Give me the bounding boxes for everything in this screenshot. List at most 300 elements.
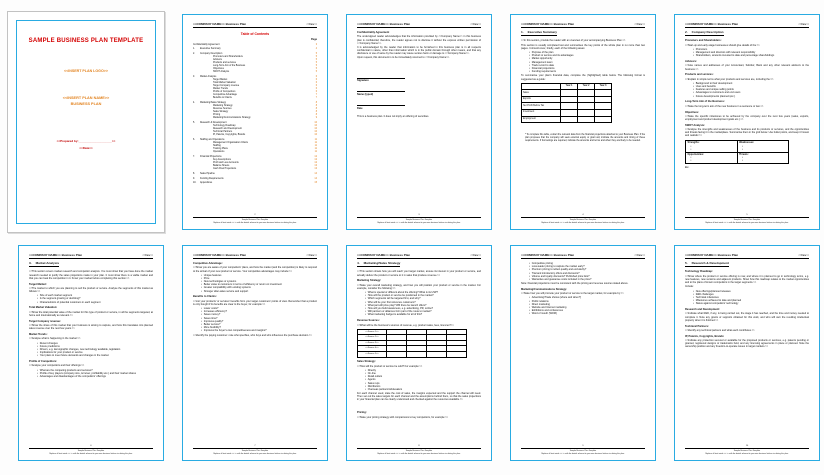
toc-page-column-label: Page (311, 38, 317, 42)
table-empty-cell[interactable] (578, 110, 595, 117)
table-empty-cell[interactable] (578, 116, 595, 123)
cover-subtitle: BUSINESS PLAN (70, 102, 102, 106)
page-thumbnail-10[interactable] (674, 245, 820, 461)
paragraph: <<This section covers market research and competitor analysis. You must show that you have done the market research needed to justify the sales projections made in your plan. It must show there is a viable market and that you can beat the competition in it. Know your market before completing this section.>> (29, 270, 153, 280)
doc-header-date: <<Date>> (634, 254, 645, 257)
toc-entry-page: 5 (315, 62, 317, 65)
paragraph: Etc. (685, 166, 690, 170)
table-row-label: Investment (522, 110, 561, 117)
toc-entry[interactable] (193, 71, 317, 74)
footer-rule (193, 217, 317, 218)
swot-cell-heading: Threats: (739, 153, 749, 157)
table-empty-cell[interactable] (387, 352, 407, 358)
subsection-heading: Pricing: (357, 411, 367, 415)
paragraph: <<The market to which you are planning to sell the product or service. Analyse the segments of this market as follows:>> (29, 286, 153, 294)
bullet-item: • Management team (529, 61, 645, 64)
toc-entry-label: Training Plans (213, 148, 228, 151)
footer-rule (357, 448, 481, 449)
bullet-list (201, 274, 317, 293)
toc-entry-label: Market Trends (213, 88, 228, 91)
toc-entry-label: Balance Sheets (213, 165, 230, 168)
table-empty-cell[interactable] (595, 103, 612, 110)
toc-entry-page: 12 (314, 162, 317, 164)
toc-entry[interactable] (193, 97, 317, 100)
toc-entry-page: 6 (315, 82, 317, 85)
toc-entry-page: 7 (315, 97, 317, 100)
table-row (522, 96, 612, 103)
toc-entry-label: Technology Roadmap (213, 125, 236, 128)
section-number: 4. (357, 261, 360, 265)
paragraph: <<This section shows how you will reach your target market, arouse its interest in your product or service, and actually deliver the product or service to it in sales that produce revenue.>> (357, 270, 481, 277)
footer-line-1: Sample Business Plan Template (405, 219, 433, 222)
footer-rule (29, 448, 153, 449)
financial-summary-table (521, 83, 612, 124)
section-title: Marketing/Sales Strategy (363, 261, 401, 265)
toc-entry-label: Products and services (213, 62, 236, 65)
page-thumbnail-6[interactable] (18, 245, 164, 461)
table-empty-cell[interactable] (561, 110, 578, 117)
subsection-heading: Confidentiality Agreement (357, 31, 390, 34)
bullet-list (529, 262, 645, 281)
table-empty-cell[interactable] (427, 352, 447, 358)
signature-label: Signature (357, 79, 369, 83)
toc-entry-label: Technical Partners (213, 131, 233, 134)
bullet-item: • What part will price play? Will there be launch offers? (365, 304, 481, 307)
bullet-list (529, 51, 645, 73)
doc-page-footer (685, 445, 809, 455)
doc-page-footer (193, 445, 317, 455)
section-number: 1. (521, 30, 524, 34)
doc-page-header (193, 253, 317, 259)
doc-header-date: <<Date>> (306, 23, 317, 26)
toc-entry-page: 11 (314, 151, 317, 154)
spacer (357, 61, 481, 69)
section-title: Company Description (691, 30, 724, 34)
swot-cell (737, 152, 788, 164)
page-thumbnail-5[interactable] (674, 14, 820, 230)
doc-header-company: <<COMPANY NAME>> Business Plan (193, 22, 247, 26)
toc-entry-label: Benefits to Clients (213, 97, 232, 100)
subsection-heading: Objectives: (685, 110, 699, 114)
paragraph: It is acknowledged by the reader that information to be furnished in this business plan is in all respects confidential in nature, other than information which is in the public domain through other means, and that any disclosure or use of same by the reader may cause serious harm or damage to <<Company Name>>. (357, 45, 481, 56)
bullet-item: • Greater compatibility with existing systems (201, 286, 317, 289)
toc-entry-page: 11 (314, 145, 317, 148)
paragraph: <<State how you will promote your product or service to the target market, for example by:>> (521, 292, 624, 296)
bullet-item: • What are the competing products and services? (37, 369, 153, 372)
toc-entry-page: 10 (314, 134, 317, 137)
toc-entry-page: 13 (314, 168, 317, 171)
footer-line-2: Replace all text inside << >> with the details relevant to your own business before circulating this plan. (213, 452, 297, 455)
bullet-item: • Shareholders, amounts invested to date and percentage shareholdings (693, 54, 809, 57)
paragraph: This is a business plan. It does not imply an offering of securities. (357, 115, 430, 119)
toc-entry-label: Target Market (213, 79, 228, 82)
toc-entry-label: Research and Development (213, 128, 242, 131)
paragraph: Include: (685, 285, 694, 289)
page-number: 5 (746, 214, 748, 217)
toc-entry-label: Funding Requirements (200, 177, 224, 180)
footer-line-1: Sample Business Plan Template (569, 219, 597, 222)
subsection-heading: Sales Strategy: (357, 360, 376, 364)
bullet-item: • How will the product or service be positioned in the market? (365, 294, 481, 297)
doc-page-footer (521, 445, 645, 455)
bullet-item: • Competitive pricing (529, 262, 645, 265)
bullet-item: • Premium pricing to reflect quality and exclusivity? (529, 268, 645, 271)
table-header-row (522, 83, 612, 90)
footer-rule (685, 217, 809, 218)
cover-logo-placeholder: <<INSERT PLAN LOGO>> (64, 69, 108, 73)
doc-header-date: <<Date>> (798, 23, 809, 26)
doc-page-header (193, 22, 317, 28)
bullet-item: • Profile of key players (company size, turnover, profitability etc.) and their market shares (37, 372, 153, 375)
doc-page-footer (357, 214, 481, 224)
bullet-item: • Your plans to meet future demands and changes in the market (37, 354, 153, 357)
doc-page-header (521, 253, 645, 259)
paragraph: The undersigned reader acknowledges that the information provided by <<Company Name>> in this business plan is confidential; therefore, the reader agrees not to disclose it without the express written permission of <<Company Name>>. (357, 35, 481, 45)
table-empty-cell[interactable] (561, 103, 578, 110)
bullet-item: • Saves money? (201, 313, 317, 316)
toc-entry-page: 14 (314, 172, 317, 175)
doc-page-header (685, 22, 809, 28)
table-row-label: <<Source 1>> (358, 329, 387, 335)
doc-header-date: <<Date>> (634, 23, 645, 26)
toc-entry-page: 8 (315, 108, 317, 111)
toc-entry-label: Sales Strategy (213, 111, 229, 114)
bullet-list (529, 296, 645, 315)
toc-entry-page: 5 (315, 65, 317, 68)
bullet-item: • Increases efficiency? (201, 310, 317, 313)
footnote-paragraph: * To complete this table, extract the relevant data from the financial projections attached to your Business Plan. If the plan proposes that the company will seek external equity or grant aid, indicate the amounts and timing of these requirements. If borrowings are required, indicate the amounts and terms and when they are likely to be needed. (525, 134, 645, 143)
table-row-label: <<Source 2>> (358, 335, 387, 341)
subsection-heading: Technical Partners: (685, 324, 709, 328)
subsection-heading: Marketing/Communications Strategy: (521, 287, 567, 291)
paragraph: <<Indicate any protection secured or available for the proposed products or services, e.g. patents pending or granted, registered designs or trademarks held, and any licensing agreements in place or planned. Note the ownership position and any freedom-to-operate issues in target markets.>> (685, 338, 809, 349)
table-row-label: <<Source 3>> (358, 340, 387, 346)
toc-entry[interactable] (193, 151, 317, 154)
toc-entry-label: Revenue Sources (213, 108, 232, 111)
footer-line-1: Sample Business Plan Template (241, 219, 269, 222)
swot-cell (686, 152, 738, 164)
toc-entry-page: 10 (314, 128, 317, 131)
doc-header-date: <<Date>> (142, 254, 153, 257)
toc-entry-label: Target Company revenue (213, 85, 240, 88)
swot-cell-heading: Strengths: (687, 141, 700, 145)
table-empty-cell[interactable] (447, 352, 467, 358)
page-number: 2 (254, 214, 256, 217)
table-row-label: Exports (522, 96, 561, 103)
doc-header-company: <<COMPANY NAME>> Business Plan (29, 253, 83, 257)
toc-entry[interactable] (193, 44, 317, 47)
section-number: 2. (685, 30, 688, 34)
bullet-item: • Financial projections (529, 67, 645, 70)
table-empty-cell[interactable] (561, 90, 578, 97)
cover-border-frame (16, 20, 156, 224)
footer-line-2: Replace all text inside << >> with the details relevant to your own business before circulating this plan. (377, 221, 461, 224)
paragraph: <<Show the share of this market that your business is aiming to capture, and how this translates into planned sales revenue over the next few years.>> (29, 324, 153, 331)
paragraph: <<State the long-term aim of the new business in a sentence or two.>> (685, 104, 764, 108)
doc-page-body (357, 262, 481, 419)
doc-header-company: <<COMPANY NAME>> Business Plan (685, 22, 739, 26)
footer-line-2: Replace all text inside << >> with the details relevant to your own business before circulating this plan. (705, 452, 789, 455)
table-empty-cell[interactable] (595, 96, 612, 103)
toc-entry-page: 11 (314, 142, 317, 145)
section-heading (521, 31, 557, 36)
bullet-list (37, 294, 153, 304)
toc-entry-number: 8. (193, 172, 195, 175)
toc-entry-label: Long-Term Aim of the Business (213, 65, 246, 68)
subsection-heading: IP, Patents, Copyrights, Brands: (685, 334, 725, 338)
bullet-item: • Retail outlets (365, 375, 481, 378)
bullet-item: • Public relations (529, 300, 645, 303)
subsection-heading: Benefits to Clients: (193, 295, 217, 299)
toc-entry[interactable] (193, 182, 317, 185)
page-thumbnail-4[interactable] (510, 14, 656, 230)
page-number: 10 (745, 445, 749, 448)
toc-entry-label: Promoters and Shareholders (213, 56, 243, 59)
bullet-item: • Agents (365, 378, 481, 381)
toc-entry-page: 9 (315, 117, 317, 120)
paragraph: <<State the specific milestones to be achieved by the company over the next few years (sales, exports, employment and product development goals etc.).>> (685, 114, 809, 122)
toc-entry-number: 2. (193, 53, 195, 56)
swot-table (685, 140, 789, 165)
bullet-item: • Product or service and its advantages (529, 54, 645, 57)
bullet-list (365, 291, 481, 317)
toc-entry-page: 13 (314, 165, 317, 168)
signature-line (357, 100, 405, 106)
subsection-heading: SWOT Analysis: (685, 123, 705, 127)
page-thumbnail-3[interactable] (346, 14, 492, 230)
doc-header-company: <<COMPANY NAME>> Business Plan (357, 253, 411, 257)
subsection-heading: Revenue Sources: (357, 319, 380, 323)
bullet-item: • Directly (365, 369, 481, 372)
section-number: 3. (29, 261, 32, 265)
bullet-item: • Distributors (365, 385, 481, 388)
bullet-item: • Funding requirements (529, 70, 645, 73)
signature-label: Name (typed) (357, 93, 374, 97)
page-thumbnail-9[interactable] (510, 245, 656, 461)
toc-entry-label: Marketing/Sales Strategy (200, 102, 227, 105)
table-header-cell: Year 2 (578, 83, 595, 90)
bullet-item: • Better value to customers in terms of efficiency or return on investment (201, 283, 317, 286)
bullet-item: • Milestones achieved to date and planned (693, 299, 809, 302)
paragraph: <<State your pricing strategy with comparisons to key competitors, for example:>> (357, 415, 449, 419)
toc-entry[interactable] (193, 173, 317, 176)
bullet-list (693, 290, 809, 306)
paragraph: <<What will be the business's sources of revenue, e.g. product sales, fees, licences?>> (357, 323, 454, 327)
table-empty-cell[interactable] (561, 96, 578, 103)
bullet-item: • Trial and introductory offers and discounts? (529, 272, 645, 275)
toc-entry[interactable] (193, 134, 317, 137)
page-number: 9 (582, 445, 584, 448)
toc-entry-page: 14 (314, 177, 317, 180)
page-number: 6 (90, 445, 92, 448)
bullet-item: • Market opportunity (529, 57, 645, 60)
paragraph: <<Analyse what is happening in the market:>> (29, 337, 81, 341)
toc-entry[interactable] (193, 48, 317, 51)
toc-entry[interactable] (193, 168, 317, 171)
bullet-item: • On-line (365, 372, 481, 375)
subsection-heading: Target Company revenue: (29, 319, 61, 323)
toc-entry-page: 8 (315, 114, 317, 117)
bullet-item: • Management and directors with relevant responsibility (693, 51, 809, 54)
table-empty-cell[interactable] (595, 90, 612, 97)
doc-page-header (357, 253, 481, 259)
toc-entry-label: Objectives (213, 68, 224, 71)
doc-header-date: <<Date>> (306, 254, 317, 257)
footer-rule (521, 217, 645, 218)
signature-line (357, 86, 405, 92)
bullet-item: • Price (201, 277, 317, 280)
table-empty-cell[interactable] (595, 110, 612, 117)
paragraph: <<Analyse the strengths and weaknesses of the business and its products or services, and the opportunities and threats facing it in the marketplace. Summarise them in the grid below. Use bullet points, and keep it honest and realistic:>> (685, 128, 809, 138)
table-row (522, 90, 612, 97)
swot-bullet-placeholder (739, 148, 786, 151)
subsection-heading: Target Market: (29, 282, 47, 286)
bullet-item: • Status against competitors' technology (693, 302, 809, 305)
toc-entry-label: Cash Flow Projections (213, 168, 237, 171)
bullet-list (365, 369, 481, 391)
footer-line-1: Sample Business Plan Template (241, 450, 269, 453)
toc-entry-page: 4 (315, 48, 317, 51)
toc-entry-page: 6 (315, 79, 317, 82)
table-empty-cell[interactable] (578, 96, 595, 103)
toc-entry-label: Management Organisation Charts (213, 142, 248, 145)
bullet-item: • Uses and benefits (693, 85, 809, 88)
bullet-list (37, 369, 153, 379)
toc-entry-number: 9. (193, 177, 195, 180)
paragraph: For each channel used, state the cost of sales, the margins expected and the support the channel will need. Then set out the sales targets for each channel and the assumptions behind them, so that the sales projections in your financial plan can be clearly understood and checked against the resources available.>> (357, 392, 481, 402)
toc-entry-page: 10 (314, 131, 317, 134)
toc-entry-page: 5 (315, 59, 317, 62)
bullet-item: • Saves time? (201, 317, 317, 320)
section-heading (357, 262, 400, 267)
table-empty-cell[interactable] (561, 116, 578, 123)
toc-entry-number: 3. (193, 76, 195, 79)
paragraph: <<Identify any technical partners and what each contributes.>> (685, 328, 755, 332)
toc-entry-label: Sales Pipeline (200, 172, 215, 175)
swot-bullet-placeholder (688, 159, 736, 162)
swot-row (686, 152, 789, 164)
toc-entry-label: Company Description (200, 53, 223, 56)
toc-entry-page: 15 (314, 182, 317, 185)
toc-entry-label: Market Analysis (200, 76, 217, 79)
table-row (522, 103, 612, 110)
subsection-heading: Products and services: (685, 73, 714, 77)
section-heading (685, 31, 724, 36)
bullet-item: • What is special or different about the offering? What is its USP? (365, 291, 481, 294)
bullet-item: • Advantages and disadvantages of the competitors' offerings (37, 375, 153, 378)
page-number: 8 (418, 445, 420, 448)
paragraph: <<In this section, provide the reader with an overview of your accompanying Business Plan.>> (521, 39, 626, 43)
table-empty-cell[interactable] (578, 90, 595, 97)
swot-bullet-placeholder (739, 159, 786, 162)
paragraph: <<Identify the paying customer: note who specifies, who buys and who influences the purchase decision.>> (193, 333, 312, 337)
table-empty-cell[interactable] (578, 103, 595, 110)
toc-entry-label: Total Market Valuation (213, 82, 236, 85)
page-thumbnail-7[interactable] (182, 245, 328, 461)
bullet-item: • Stronger after-sales service and support (201, 290, 317, 293)
bullet-item: • Purpose of the plan (529, 51, 645, 54)
swot-cell-heading: Opportunities: (687, 153, 704, 157)
doc-page-footer (685, 214, 809, 224)
bullet-item: • Size of each market segment (37, 294, 153, 297)
spacer (521, 125, 645, 132)
table-row-label: Sales (522, 90, 561, 97)
subsection-heading: Market Trends: (29, 333, 48, 337)
page-thumbnail-8[interactable] (346, 245, 492, 461)
toc-entry-label: Marketing Strategy (213, 105, 233, 108)
toc-entry-page: 3 (315, 43, 317, 46)
signature-label: Date (357, 106, 363, 110)
bullet-item: • Promoters (693, 48, 809, 51)
table-row (522, 110, 612, 117)
swot-cell (686, 140, 738, 152)
doc-header-company: <<COMPANY NAME>> Business Plan (521, 253, 575, 257)
table-row-label: <<Source 5>> (358, 352, 387, 358)
table-row (358, 352, 467, 358)
bullet-list (693, 48, 809, 58)
toc-entry-number: 4. (193, 102, 195, 105)
toc-entry-label: Profile of Competitors (213, 91, 236, 94)
footer-line-2: Replace all text inside << >> with the details relevant to your own business before circulating this plan. (541, 221, 625, 224)
toc-entry[interactable] (193, 117, 317, 120)
bullet-item: • More flexibility? (201, 326, 317, 329)
toc-entry-label: Confidentiality Agreement (193, 43, 220, 46)
bullet-item: • Features and unique selling points (693, 88, 809, 91)
toc-body (193, 32, 317, 185)
page-number: 3 (418, 214, 420, 217)
footer-line-1: Sample Business Plan Template (569, 450, 597, 453)
doc-page-footer (193, 214, 317, 224)
footer-line-2: Replace all text inside << >> with the details relevant to your own business before circulating this plan. (541, 452, 625, 455)
doc-page-body (357, 31, 481, 118)
paragraph: <<Analyse your competitors and their offerings:>> (29, 364, 85, 368)
paragraph: Note: financial projections must be consistent with the pricing and revenue sources stated above. (521, 282, 629, 286)
bullet-item: • Volume and loyalty discounts? Published price lists? (529, 275, 645, 278)
page-number: 4 (582, 214, 584, 217)
page-thumbnail-2[interactable] (182, 14, 328, 230)
bullet-item: • What marketing budget is available for all of this? (365, 313, 481, 316)
paragraph: <<Explain in simple terms what your products and services are, including the:>> (685, 77, 774, 81)
swot-cell (737, 140, 788, 152)
table-empty-cell[interactable] (407, 352, 427, 358)
page-thumbnail-1[interactable] (7, 11, 165, 233)
subsection-heading: Total Market Valuation: (29, 306, 58, 310)
toc-entry-page: 5 (315, 71, 317, 74)
table-row-label: <<Source 4>> (358, 346, 387, 352)
doc-page-header (685, 253, 809, 259)
table-header-cell: Year 1 (561, 83, 578, 90)
toc-entry-label: Operations (213, 151, 225, 154)
cover-title: SAMPLE BUSINESS PLAN TEMPLATE (28, 38, 144, 44)
toc-entry-number: 6. (193, 138, 195, 141)
footer-line-1: Sample Business Plan Template (733, 450, 761, 453)
bullet-item: • Sales reps (365, 382, 481, 385)
table-row (522, 116, 612, 123)
footer-rule (193, 448, 317, 449)
toc-entry-page: 5 (315, 68, 317, 71)
toc-entry-page: 5 (315, 53, 317, 56)
toc-title: Table of Contents (240, 32, 270, 36)
toc-entry[interactable] (193, 178, 317, 181)
paragraph: Upon request, this document is to be immediately returned to <<Company Name>>. (357, 56, 450, 60)
bullet-item: • How will you build awareness, e.g. advertising, PR, online? (365, 307, 481, 310)
cover-date: <<Date>> (79, 146, 93, 150)
doc-page-body (685, 31, 809, 170)
toc-entry-label: Advisors (213, 59, 222, 62)
table-empty-cell[interactable] (595, 116, 612, 123)
bullet-item: • Website and Internet marketing (529, 306, 645, 309)
toc-entry-page: 10 (314, 125, 317, 128)
